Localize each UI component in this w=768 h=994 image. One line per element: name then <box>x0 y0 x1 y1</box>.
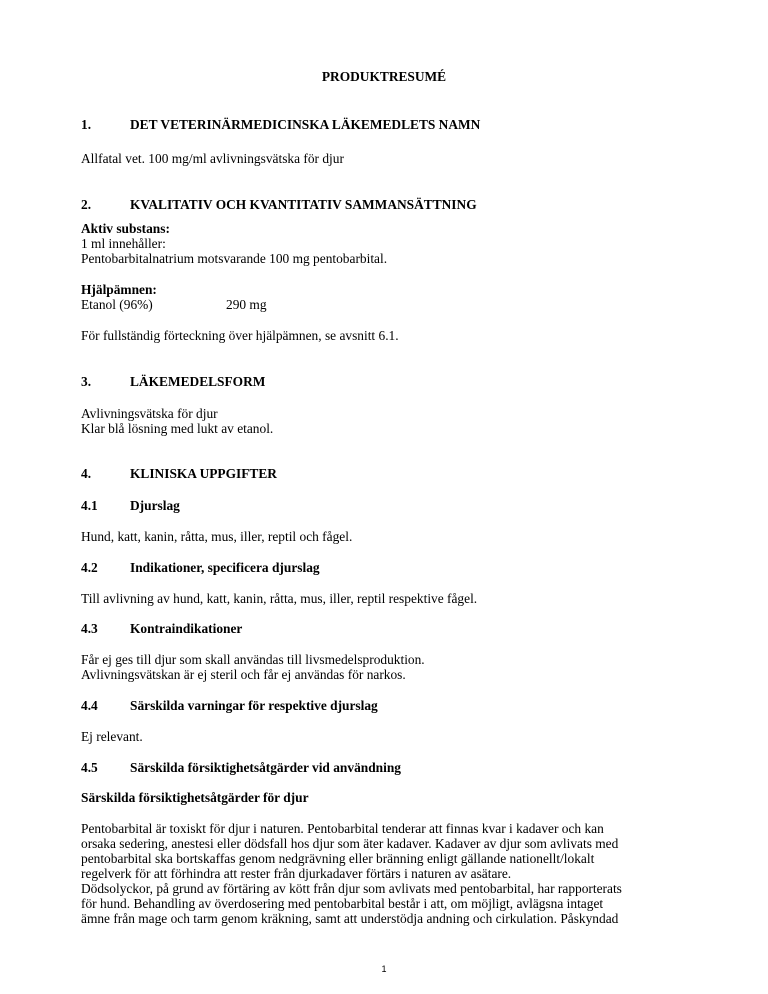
section-1-text: Allfatal vet. 100 mg/ml avlivningsvätska för djur <box>81 151 344 166</box>
section-2-number: 2. <box>81 197 92 212</box>
section-3-number: 3. <box>81 374 92 389</box>
page-title: PRODUKTRESUMÉ <box>321 69 447 84</box>
section-1-number: 1. <box>81 117 92 132</box>
section-4-number: 4. <box>81 466 92 481</box>
section-3-line-1: Avlivningsvätska för djur <box>81 406 218 421</box>
section-4-5-subheading: Särskilda försiktighetsåtgärder för djur <box>81 790 309 805</box>
excipient-amount: 290 mg <box>226 297 267 312</box>
section-4-1-heading: Djurslag <box>130 498 180 513</box>
section-4-3-line-2: Avlivningsvätskan är ej steril och får ej användas för narkos. <box>81 667 406 682</box>
section-4-1-number: 4.1 <box>81 498 98 513</box>
section-4-3-number: 4.3 <box>81 621 98 636</box>
section-4-1-text: Hund, katt, kanin, råtta, mus, iller, reptil och fågel. <box>81 529 353 544</box>
excipients-label: Hjälpämnen: <box>81 282 157 297</box>
section-3-heading: LÄKEMEDELSFORM <box>130 374 266 389</box>
section-4-3-heading: Kontraindikationer <box>130 621 243 636</box>
section-3-line-2: Klar blå lösning med lukt av etanol. <box>81 421 274 436</box>
excipients-note: För fullständig förteckning över hjälpämnen, se avsnitt 6.1. <box>81 328 399 343</box>
active-substance-line-2: Pentobarbitalnatrium motsvarande 100 mg pentobarbital. <box>81 251 388 266</box>
excipient-name: Etanol (96%) <box>81 297 153 312</box>
paragraph-line: orsaka sedering, anestesi eller dödsfall hos djur som äter kadaver. Kadaver av djur som avlivats med <box>81 836 619 851</box>
section-4-5-heading: Särskilda försiktighetsåtgärder vid användning <box>130 760 401 775</box>
section-4-2-number: 4.2 <box>81 560 98 575</box>
paragraph-line: ämne från mage och tarm genom kräkning, samt att understödja andning och cirkulation. Påskyndad <box>81 911 619 926</box>
section-4-2-heading: Indikationer, specificera djurslag <box>130 560 320 575</box>
section-4-5-number: 4.5 <box>81 760 98 775</box>
section-4-2-text: Till avlivning av hund, katt, kanin, råtta, mus, iller, reptil respektive fågel. <box>81 591 478 606</box>
page-number: 1 <box>381 964 387 974</box>
section-4-4-number: 4.4 <box>81 698 98 713</box>
paragraph-line: Dödsolyckor, på grund av förtäring av kött från djur som avlivats med pentobarbital, har rapporterats <box>81 881 622 896</box>
section-1-heading: DET VETERINÄRMEDICINSKA LÄKEMEDLETS NAMN <box>130 117 481 132</box>
paragraph-line: för hund. Behandling av överdosering med pentobarbital består i att, om möjligt, avlägsna intaget <box>81 896 604 911</box>
paragraph-line: regelverk för att förhindra att rester från djurkadaver förtärs i naturen av asätare. <box>81 866 512 881</box>
section-4-4-text: Ej relevant. <box>81 729 143 744</box>
paragraph-line: pentobarbital ska bortskaffas genom nedgrävning eller bränning enligt gällande nationellt/lokalt <box>81 851 595 866</box>
section-4-heading: KLINISKA UPPGIFTER <box>130 466 277 481</box>
paragraph-line: Pentobarbital är toxiskt för djur i naturen. Pentobarbital tenderar att finnas kvar i kadaver och kan <box>81 821 604 836</box>
section-2-heading: KVALITATIV OCH KVANTITATIV SAMMANSÄTTNING <box>130 197 477 212</box>
section-4-3-line-1: Får ej ges till djur som skall användas till livsmedelsproduktion. <box>81 652 425 667</box>
active-substance-label: Aktiv substans: <box>81 221 170 236</box>
section-4-4-heading: Särskilda varningar för respektive djurslag <box>130 698 378 713</box>
active-substance-line-1: 1 ml innehåller: <box>81 236 166 251</box>
